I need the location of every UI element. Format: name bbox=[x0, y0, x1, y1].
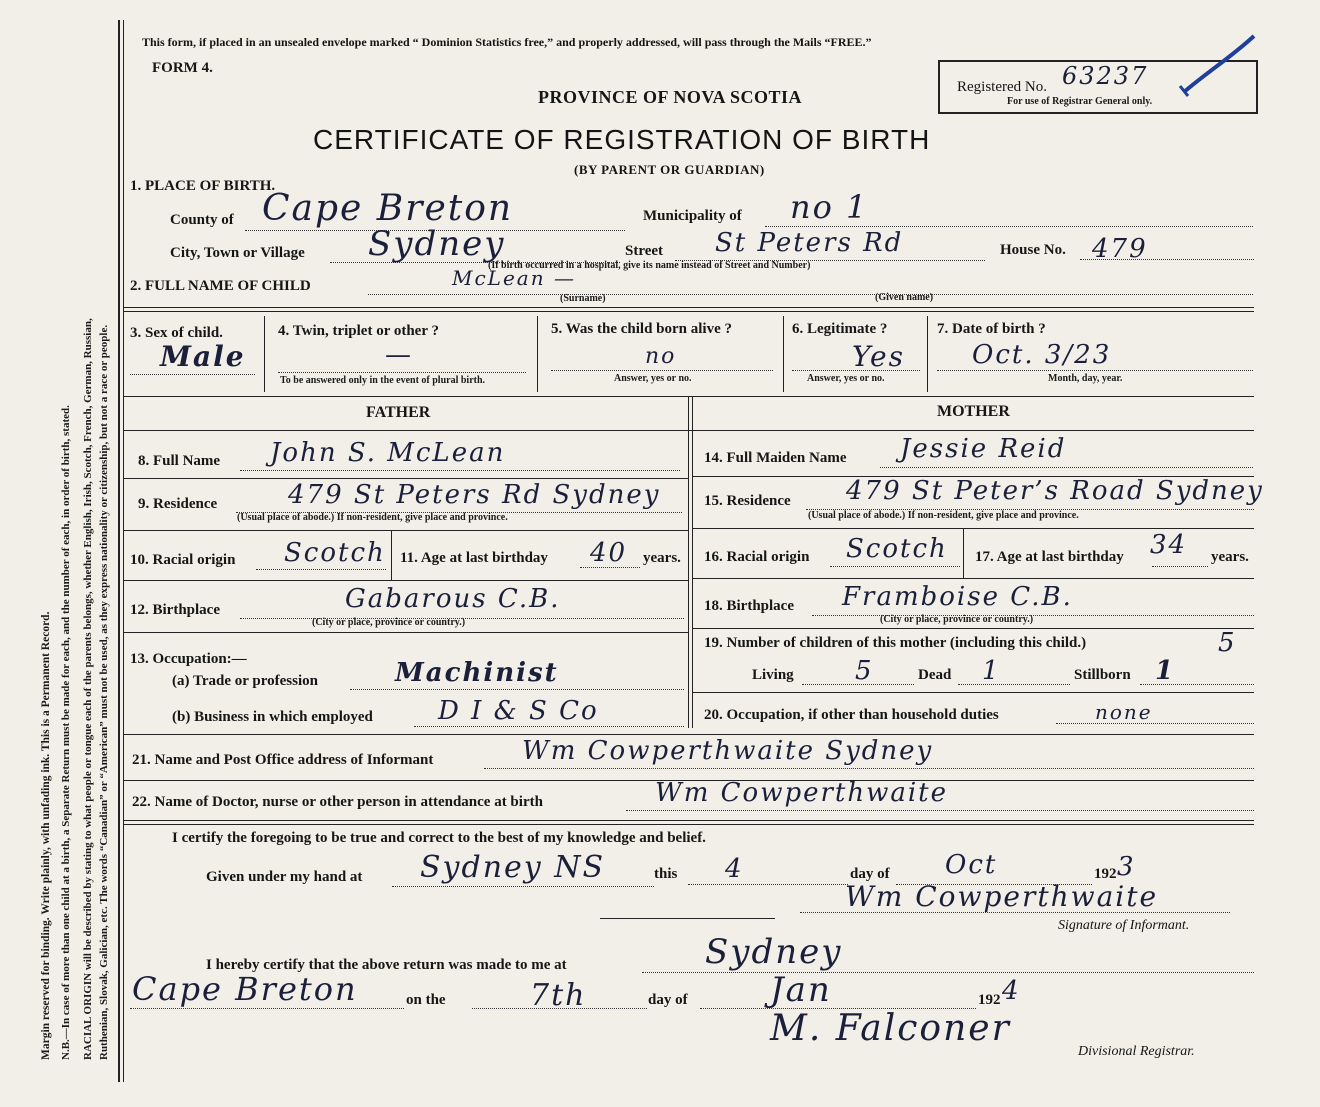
registration-day-value: 7th bbox=[530, 978, 587, 1013]
doctor-label: 22. Name of Doctor, nurse or other person in attendance at birth bbox=[132, 794, 543, 810]
margin-instructions-4: Ruthenian, Slovak, Galician, etc. The words “Canadian” or “American” must not be used, as they express nationality or citizenship, but not a race or people. bbox=[98, 324, 110, 1060]
certificate-subtitle: (BY PARENT OR GUARDIAN) bbox=[574, 162, 765, 177]
house-number-value: 479 bbox=[1092, 234, 1148, 264]
mother-birthplace-value: Framboise C.B. bbox=[842, 582, 1073, 612]
reg-day-of-label: day of bbox=[648, 992, 688, 1008]
municipality-value: no 1 bbox=[790, 188, 869, 226]
father-birthplace-value: Gabarous C.B. bbox=[345, 584, 561, 614]
registered-note: For use of Registrar General only. bbox=[1007, 96, 1153, 107]
twin-note: To be answered only in the event of plural birth. bbox=[280, 375, 486, 386]
father-residence-note: (Usual place of abode.) If non-resident, give place and province. bbox=[237, 512, 508, 523]
stillborn-value: 1 bbox=[1155, 656, 1176, 686]
municipality-label: Municipality of bbox=[643, 208, 742, 224]
registrar-county-value: Cape Breton bbox=[132, 970, 358, 1008]
child-surname: McLean — bbox=[452, 266, 576, 290]
living-label: Living bbox=[752, 667, 794, 683]
margin-instructions-2: N.B.—In case of more than one child at a birth, a Separate Return must be made for each, and the number of each, in order of birth, stated. bbox=[60, 405, 72, 1060]
born-alive-value: no bbox=[645, 344, 677, 369]
binding-rule-inner bbox=[123, 20, 124, 1082]
mother-residence-label: 15. Residence bbox=[704, 493, 791, 509]
city-label: City, Town or Village bbox=[170, 245, 305, 261]
twin-value: — bbox=[385, 340, 413, 370]
registrar-place-value: Sydney bbox=[705, 932, 843, 972]
mother-name-label: 14. Full Maiden Name bbox=[704, 450, 847, 466]
given-day-value: 4 bbox=[725, 854, 744, 884]
father-age-value: 40 bbox=[590, 538, 628, 568]
given-name-caption: (Given name) bbox=[875, 292, 934, 303]
living-value: 5 bbox=[855, 656, 874, 686]
born-alive-note: Answer, yes or no. bbox=[614, 373, 692, 384]
mother-age-label: 17. Age at last birthday bbox=[975, 549, 1124, 565]
mother-race-value: Scotch bbox=[846, 534, 948, 564]
date-of-birth-value: Oct. 3/23 bbox=[972, 340, 1112, 370]
mother-occupation-value: none bbox=[1095, 700, 1153, 724]
mother-birthplace-note: (City or place, province or country.) bbox=[880, 614, 1034, 625]
surname-caption: (Surname) bbox=[560, 293, 606, 304]
father-age-label: 11. Age at last birthday bbox=[400, 550, 548, 566]
given-month-value: Oct bbox=[945, 850, 998, 880]
certificate-title: CERTIFICATE OF REGISTRATION OF BIRTH bbox=[313, 124, 931, 155]
father-race-value: Scotch bbox=[284, 538, 386, 568]
day-of-label: day of bbox=[850, 866, 890, 882]
sex-value: Male bbox=[160, 340, 246, 373]
given-year-value: 3 bbox=[1117, 852, 1136, 882]
mother-children-value: 5 bbox=[1218, 628, 1237, 658]
registered-label: Registered No. bbox=[957, 79, 1047, 95]
form-number: FORM 4. bbox=[152, 60, 213, 76]
father-age-unit: years. bbox=[643, 550, 681, 566]
twin-label: 4. Twin, triplet or other ? bbox=[278, 323, 439, 339]
mother-children-label: 19. Number of children of this mother (including this child.) bbox=[704, 635, 1087, 651]
mother-occupation-label: 20. Occupation, if other than household duties bbox=[704, 707, 999, 723]
child-name-label: 2. FULL NAME OF CHILD bbox=[130, 278, 311, 294]
mother-age-unit: years. bbox=[1211, 549, 1249, 565]
dead-value: 1 bbox=[982, 656, 1001, 686]
city-value: Sydney bbox=[368, 224, 506, 264]
mother-residence-note: (Usual place of abode.) If non-resident, give place and province. bbox=[808, 510, 1079, 521]
father-heading: FATHER bbox=[366, 404, 431, 421]
legitimate-label: 6. Legitimate ? bbox=[792, 321, 888, 337]
county-value: Cape Breton bbox=[262, 188, 514, 229]
place-of-birth-heading: 1. PLACE OF BIRTH. bbox=[130, 178, 276, 194]
registrar-signature: M. Falconer bbox=[770, 1008, 1011, 1049]
registrar-signature-caption: Divisional Registrar. bbox=[1078, 1044, 1195, 1059]
street-label: Street bbox=[625, 243, 664, 259]
doctor-value: Wm Cowperthwaite bbox=[655, 778, 949, 808]
informant-signature-caption: Signature of Informant. bbox=[1058, 918, 1190, 933]
registrar-statement: I hereby certify that the above return was made to me at bbox=[206, 957, 567, 973]
stillborn-label: Stillborn bbox=[1074, 667, 1131, 683]
born-alive-label: 5. Was the child born alive ? bbox=[551, 321, 732, 337]
house-number-label: House No. bbox=[1000, 242, 1066, 258]
check-mark-icon bbox=[1170, 30, 1260, 100]
hospital-note: (If birth occurred in a hospital, give its name instead of Street and Number) bbox=[488, 260, 811, 271]
legitimate-note: Answer, yes or no. bbox=[807, 373, 885, 384]
registered-number: 63237 bbox=[1062, 62, 1149, 90]
father-birthplace-note: (City or place, province or country.) bbox=[312, 617, 466, 628]
father-business-value: D I & S Co bbox=[438, 696, 599, 726]
given-place-value: Sydney NS bbox=[420, 850, 606, 885]
father-trade-value: Machinist bbox=[395, 658, 559, 688]
father-race-label: 10. Racial origin bbox=[130, 552, 236, 568]
mother-age-value: 34 bbox=[1150, 530, 1188, 560]
registration-year-value: 4 bbox=[1002, 976, 1021, 1006]
certify-statement: I certify the foregoing to be true and correct to the best of my knowledge and belief. bbox=[172, 830, 706, 846]
father-business-label: (b) Business in which employed bbox=[172, 709, 373, 725]
father-occupation-label: 13. Occupation:— bbox=[130, 651, 247, 667]
mother-birthplace-label: 18. Birthplace bbox=[704, 598, 794, 614]
father-name-label: 8. Full Name bbox=[138, 453, 221, 469]
date-of-birth-label: 7. Date of birth ? bbox=[937, 321, 1046, 337]
informant-label: 21. Name and Post Office address of Informant bbox=[132, 752, 434, 768]
margin-instructions-3: RACIAL ORIGIN will be described by stating to what people or tongue each of the parents belongs, whether English, Irish, Scotch, French, German, Russian, bbox=[82, 318, 94, 1060]
father-trade-label: (a) Trade or profession bbox=[172, 673, 318, 689]
mail-notice: This form, if placed in an unsealed envelope marked “ Dominion Statistics free,” and properly addressed, will pass through the Mails “FREE.” bbox=[142, 35, 872, 49]
year-prefix-label: 192 bbox=[1094, 866, 1117, 882]
sex-label: 3. Sex of child. bbox=[130, 325, 223, 341]
mother-residence-value: 479 St Peter’s Road Sydney bbox=[846, 476, 1264, 506]
this-label: this bbox=[654, 866, 678, 882]
reg-year-prefix-label: 192 bbox=[978, 992, 1001, 1008]
dead-label: Dead bbox=[918, 667, 952, 683]
informant-signature: Wm Cowperthwaite bbox=[845, 880, 1159, 913]
province-title: PROVINCE OF NOVA SCOTIA bbox=[538, 87, 803, 107]
mother-race-label: 16. Racial origin bbox=[704, 549, 810, 565]
informant-value: Wm Cowperthwaite Sydney bbox=[522, 736, 934, 766]
on-the-label: on the bbox=[406, 992, 446, 1008]
margin-instructions-1: Margin reserved for binding. Write plainly, with unfading ink. This is a Permanent Record. bbox=[40, 611, 52, 1060]
mother-name-value: Jessie Reid bbox=[900, 434, 1067, 464]
father-name-value: John S. McLean bbox=[270, 438, 506, 468]
date-of-birth-note: Month, day, year. bbox=[1048, 373, 1123, 384]
father-birthplace-label: 12. Birthplace bbox=[130, 602, 220, 618]
registration-month-value: Jan bbox=[770, 970, 832, 1010]
county-label: County of bbox=[170, 212, 234, 228]
father-residence-label: 9. Residence bbox=[138, 496, 218, 512]
given-under-hand-label: Given under my hand at bbox=[206, 869, 363, 885]
mother-heading: MOTHER bbox=[937, 403, 1010, 420]
legitimate-value: Yes bbox=[852, 340, 905, 373]
father-residence-value: 479 St Peters Rd Sydney bbox=[288, 480, 661, 510]
street-value: St Peters Rd bbox=[715, 228, 904, 258]
binding-rule bbox=[118, 20, 120, 1082]
